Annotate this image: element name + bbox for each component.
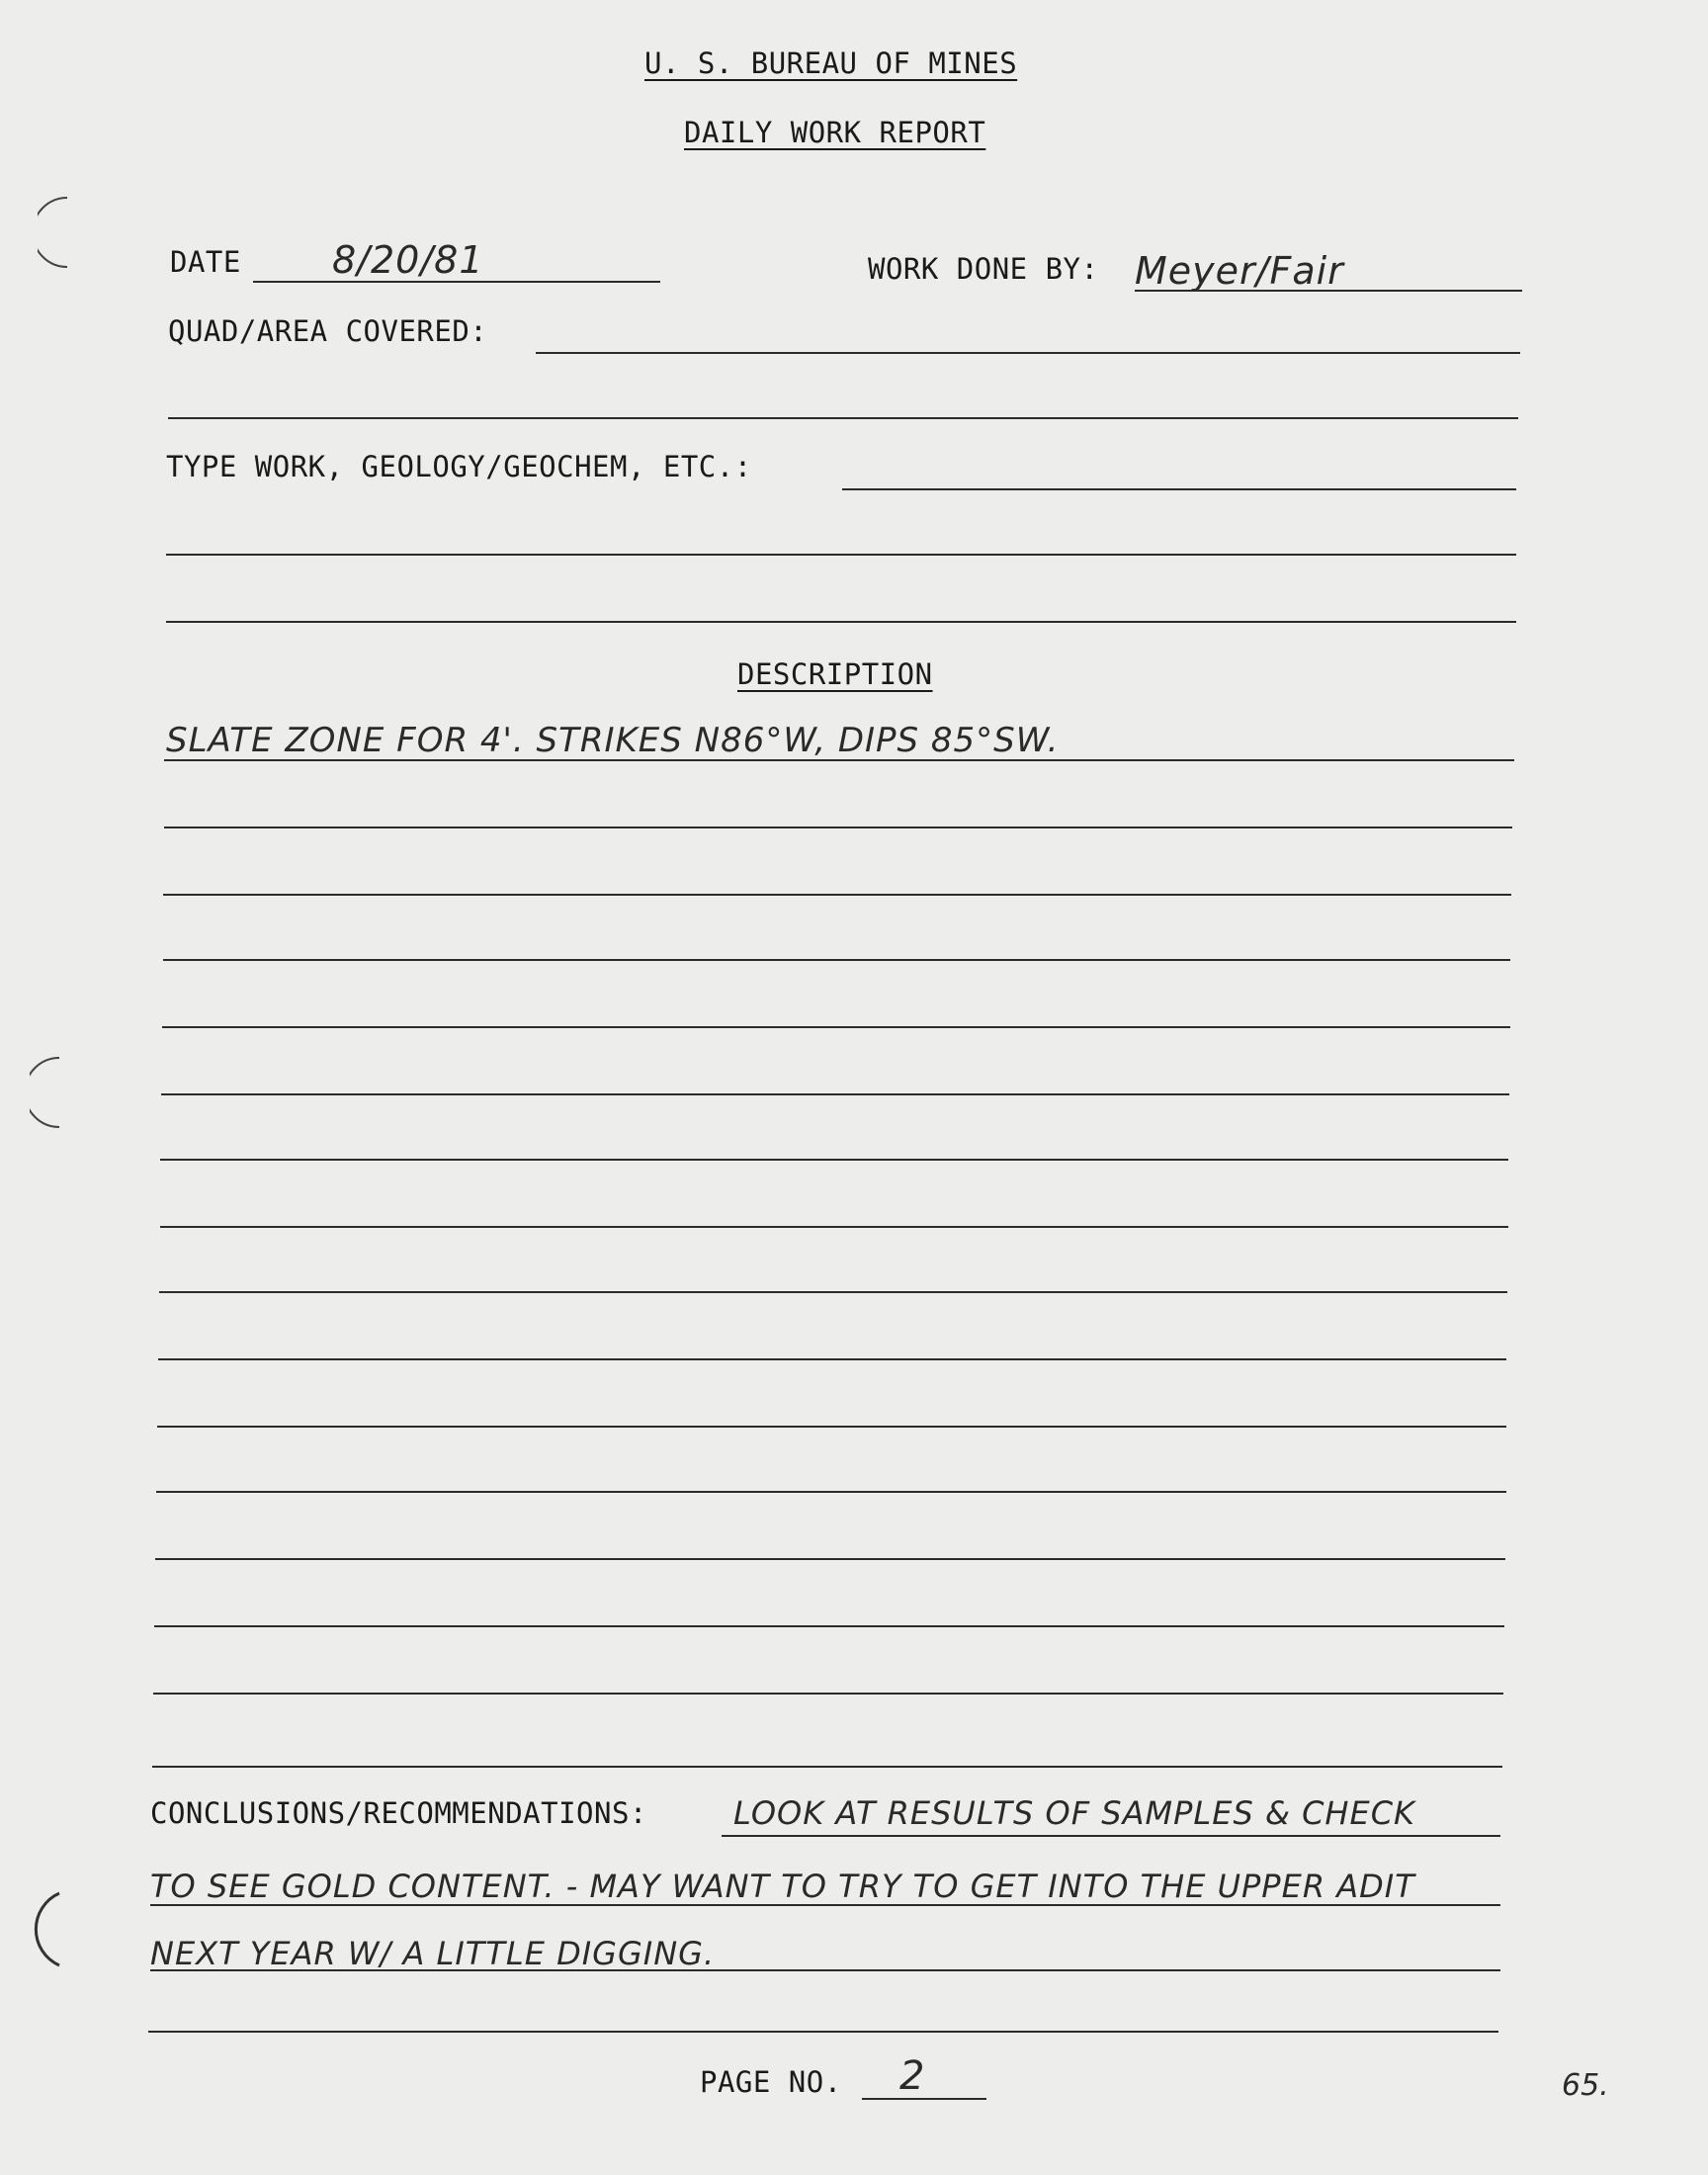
description-rule <box>163 894 1511 896</box>
conclusions-line-1: LOOK AT RESULTS OF SAMPLES & CHECK <box>733 1794 1416 1832</box>
conclusions-rule-1 <box>722 1835 1500 1837</box>
punch-hole-top <box>38 193 107 272</box>
description-rule <box>155 1558 1505 1560</box>
conclusions-line-3: NEXT YEAR W/ A LITTLE DIGGING. <box>150 1935 716 1972</box>
date-value: 8/20/81 <box>332 238 484 282</box>
type-work-line-2 <box>166 554 1516 556</box>
description-rule <box>154 1625 1504 1627</box>
description-rule <box>159 1291 1507 1293</box>
work-done-by-label: WORK DONE BY: <box>868 252 1099 286</box>
description-rule <box>160 1159 1508 1161</box>
conclusions-rule-4 <box>148 2031 1498 2033</box>
description-heading: DESCRIPTION <box>737 657 933 691</box>
agency-name: U. S. BUREAU OF MINES <box>644 46 1018 80</box>
punch-hole-bottom <box>22 1888 91 1967</box>
description-rule <box>156 1491 1506 1493</box>
type-work-line-3 <box>166 621 1516 623</box>
form-title: DAILY WORK REPORT <box>684 116 986 149</box>
punch-hole-middle <box>30 1053 99 1132</box>
conclusions-label: CONCLUSIONS/RECOMMENDATIONS: <box>150 1796 647 1830</box>
description-line-1: SLATE ZONE FOR 4'. STRIKES N86°W, DIPS 85°SW. <box>166 721 1060 760</box>
page-no-label: PAGE NO. <box>700 2065 842 2099</box>
quad-area-line-2 <box>168 417 1518 419</box>
page-no-value: 2 <box>899 2053 926 2099</box>
type-work-label: TYPE WORK, GEOLOGY/GEOCHEM, ETC.: <box>166 450 752 483</box>
sheet-number: 65. <box>1562 2068 1609 2103</box>
description-rule <box>164 759 1514 761</box>
description-rule <box>161 1093 1509 1095</box>
date-label: DATE <box>170 245 241 279</box>
description-rule <box>157 1426 1506 1428</box>
description-rule <box>160 1226 1508 1228</box>
description-rule <box>153 1693 1503 1695</box>
description-rule <box>163 959 1510 961</box>
description-rule <box>158 1358 1506 1360</box>
work-done-by-value: Meyer/Fair <box>1135 249 1344 293</box>
conclusions-rule-3 <box>150 1969 1500 1971</box>
type-work-line-1 <box>842 488 1516 490</box>
conclusions-line-2: TO SEE GOLD CONTENT. - MAY WANT TO TRY TO GET INTO THE UPPER ADIT <box>150 1868 1415 1905</box>
description-rule <box>164 826 1512 828</box>
conclusions-rule-2 <box>150 1904 1500 1906</box>
quad-area-line-1 <box>536 352 1520 354</box>
description-rule <box>152 1766 1502 1768</box>
quad-area-label: QUAD/AREA COVERED: <box>168 314 488 348</box>
description-rule <box>162 1026 1510 1028</box>
